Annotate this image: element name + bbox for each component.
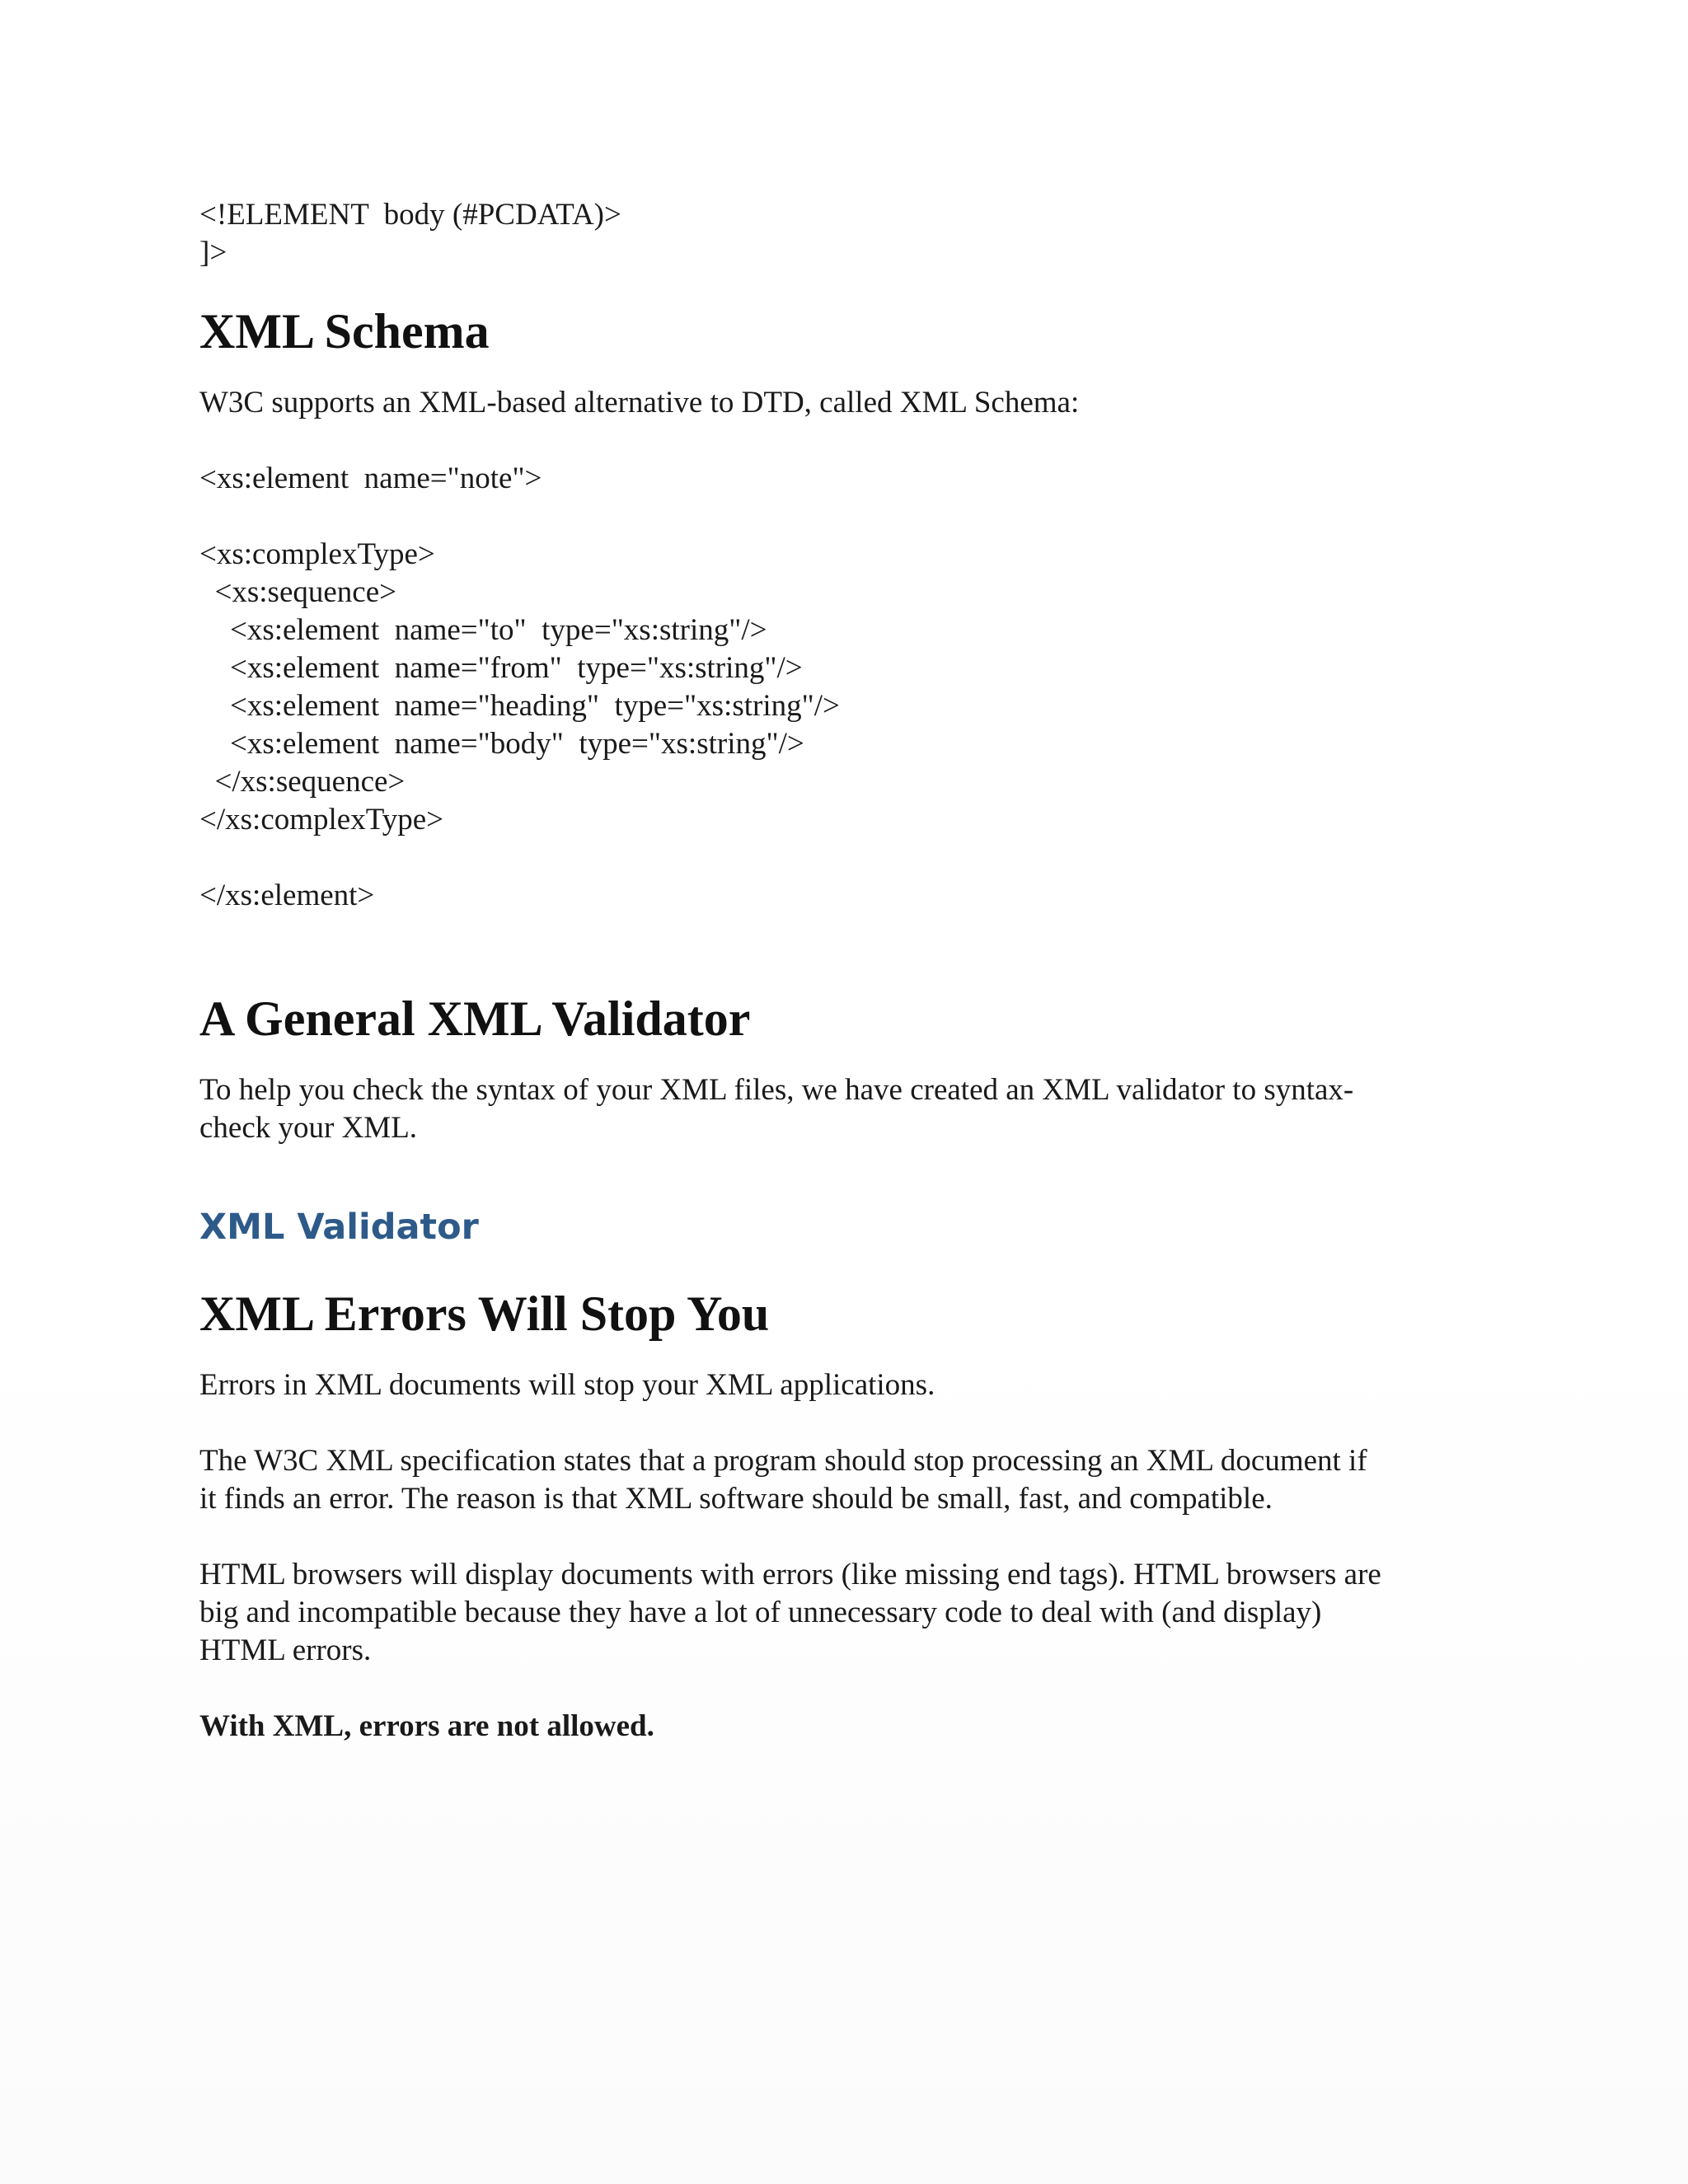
errors-paragraph-3-line: HTML browsers will display documents with errors (like missing end tags). HTML browsers are [199,1558,1381,1591]
schema-code-line: <xs:element name="from" type="xs:string"/> [199,651,803,685]
errors-paragraph-3-line: big and incompatible because they have a lot of unnecessary code to deal with (and display) [199,1596,1322,1629]
errors-paragraph-2-line: The W3C XML specification states that a program should stop processing an XML document if [199,1444,1367,1478]
validator-paragraph-line: To help you check the syntax of your XML files, we have created an XML validator to syntax- [199,1073,1354,1107]
schema-code-line: </xs:sequence> [199,765,406,799]
schema-code-line: <xs:element name="note"> [199,462,542,495]
xml-schema-intro: W3C supports an XML-based alternative to DTD, called XML Schema: [199,386,1080,419]
schema-code-line: </xs:complexType> [199,803,444,837]
validator-paragraph-line: check your XML. [199,1111,418,1145]
general-validator-heading: A General XML Validator [199,991,751,1046]
errors-paragraph-2-line: it finds an error. The reason is that XML software should be small, fast, and compatible. [199,1482,1273,1516]
schema-code-line: </xs:element> [199,879,375,912]
xml-validator-link[interactable]: XML Validator [199,1207,479,1248]
errors-heading: XML Errors Will Stop You [199,1286,770,1341]
errors-not-allowed-statement: With XML, errors are not allowed. [199,1709,654,1743]
schema-code-line: <xs:complexType> [199,537,435,571]
errors-paragraph-3-line: HTML errors. [199,1633,372,1667]
schema-code-line: <xs:element name="body" type="xs:string"/> [199,727,804,761]
schema-code-line: <xs:sequence> [199,575,397,609]
schema-code-line: <xs:element name="heading" type="xs:string"/> [199,689,840,723]
dtd-element-line: <!ELEMENT body (#PCDATA)> [199,198,621,232]
errors-paragraph-1: Errors in XML documents will stop your XML applications. [199,1368,935,1402]
dtd-close-line: ]> [199,236,227,269]
schema-code-line: <xs:element name="to" type="xs:string"/> [199,613,767,647]
page-content [199,196,1502,1746]
xml-schema-heading: XML Schema [199,304,490,359]
